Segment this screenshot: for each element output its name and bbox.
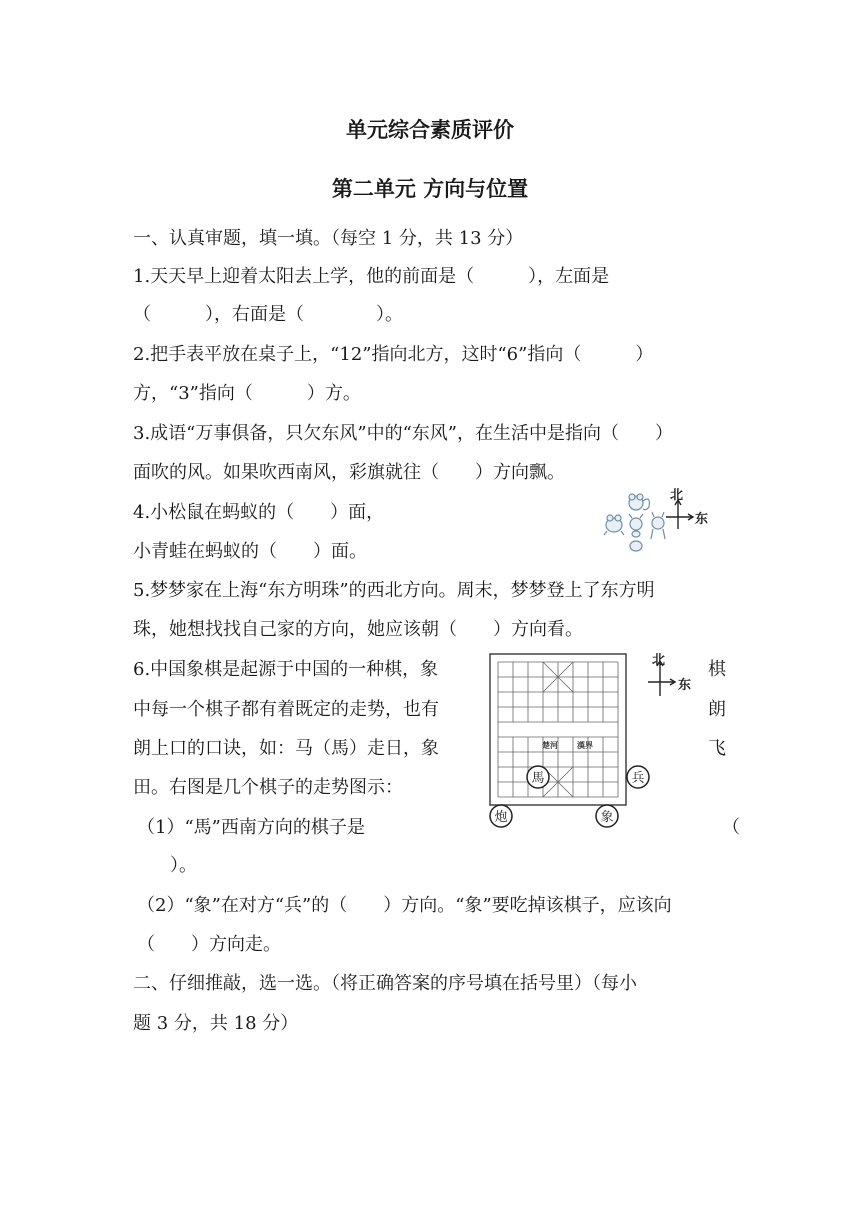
piece-cannon: [490, 805, 512, 827]
river-right-label: 漢界: [577, 741, 593, 750]
piece-elephant: [596, 805, 618, 827]
section-2-heading-line-1: 二、仔细推敲，选一选。（将正确答案的序号填在括号里）（每小: [133, 973, 637, 994]
compass-east-label: 东: [695, 512, 709, 527]
piece-horse-label: 馬: [531, 771, 545, 786]
question-6-line-3: 朗上口的口诀，如：马（馬）走日，象: [133, 738, 439, 759]
question-6-line-3-end: 飞: [708, 738, 726, 759]
question-4-line-1: 4.小松鼠在蚂蚁的（ ）面，: [133, 502, 385, 523]
bird-icon: [630, 541, 642, 551]
question-5-line-1: 5.梦梦家在上海“东方明珠”的西北方向。周末，梦梦登上了东方明: [133, 580, 655, 601]
question-1-line-2: （ ），右面是（ ）。: [133, 304, 403, 325]
deer-icon: [651, 512, 665, 539]
question-2-line-2: 方，“3”指向（ ）方。: [133, 383, 361, 404]
piece-cannon-label: 炮: [494, 810, 508, 825]
question-6-sub-1-line-1: （1）“馬”西南方向的棋子是: [137, 817, 365, 838]
question-3-line-2: 面吹的风。如果吹西南风，彩旗就往（ ）方向飘。: [133, 462, 565, 483]
page-subtitle: 第二单元 方向与位置: [331, 177, 529, 201]
question-6-line-4: 田。右图是几个棋子的走势图示：: [133, 777, 403, 798]
ant-icon: [629, 514, 643, 537]
piece-soldier: [627, 766, 649, 788]
compass-north-label: 北: [670, 488, 684, 503]
chess-compass-north-label: 北: [652, 653, 666, 668]
question-4-line-2: 小青蛙在蚂蚁的（ ）面。: [133, 541, 367, 562]
animals-figure-svg: [598, 487, 718, 553]
question-6-line-1-end: 棋: [708, 659, 726, 680]
compass-icon: [666, 500, 693, 529]
squirrel-icon: [629, 494, 649, 510]
piece-soldier-label: 兵: [631, 771, 645, 786]
section-2-heading-line-2: 题 3 分，共 18 分）: [133, 1013, 299, 1034]
question-6-line-2-end: 朗: [708, 699, 726, 720]
piece-elephant-label: 象: [600, 810, 614, 825]
question-6-sub-2-line-2: （ ）方向走。: [137, 934, 281, 955]
chess-compass-east-label: 东: [678, 678, 692, 693]
frog-icon: [604, 515, 624, 535]
question-6-sub-2-line-1: （2）“象”在对方“兵”的（ ）方向。“象”要吃掉该棋子，应该向: [137, 895, 672, 916]
section-1-heading: 一、认真审题，填一填。（每空 1 分，共 13 分）: [133, 228, 524, 249]
question-6-sub-1-line-2: ）。: [170, 855, 197, 876]
question-3-line-1: 3.成语“万事俱备，只欠东风”中的“东风”，在生活中是指向（ ）: [133, 423, 673, 444]
question-6-sub-1-line-1-end: （: [722, 817, 740, 838]
page-title: 单元综合素质评价: [346, 118, 514, 142]
animals-position-figure: [598, 487, 718, 553]
chessboard-svg: [482, 644, 707, 834]
river-left-label: 楚河: [542, 741, 558, 750]
question-5-line-2: 珠，她想找找自己家的方向，她应该朝（ ）方向看。: [133, 619, 583, 640]
chessboard-figure: [482, 644, 707, 834]
question-1-line-1: 1.天天早上迎着太阳去上学，他的前面是（ ），左面是: [133, 266, 610, 287]
chessboard-grid: [490, 654, 626, 805]
piece-horse: [527, 766, 549, 788]
question-2-line-1: 2.把手表平放在桌子上，“12”指向北方，这时“6”指向（ ）: [133, 344, 654, 365]
question-6-line-1: 6.中国象棋是起源于中国的一种棋，象: [133, 659, 439, 680]
question-6-line-2: 中每一个棋子都有着既定的走势，也有: [133, 699, 439, 720]
